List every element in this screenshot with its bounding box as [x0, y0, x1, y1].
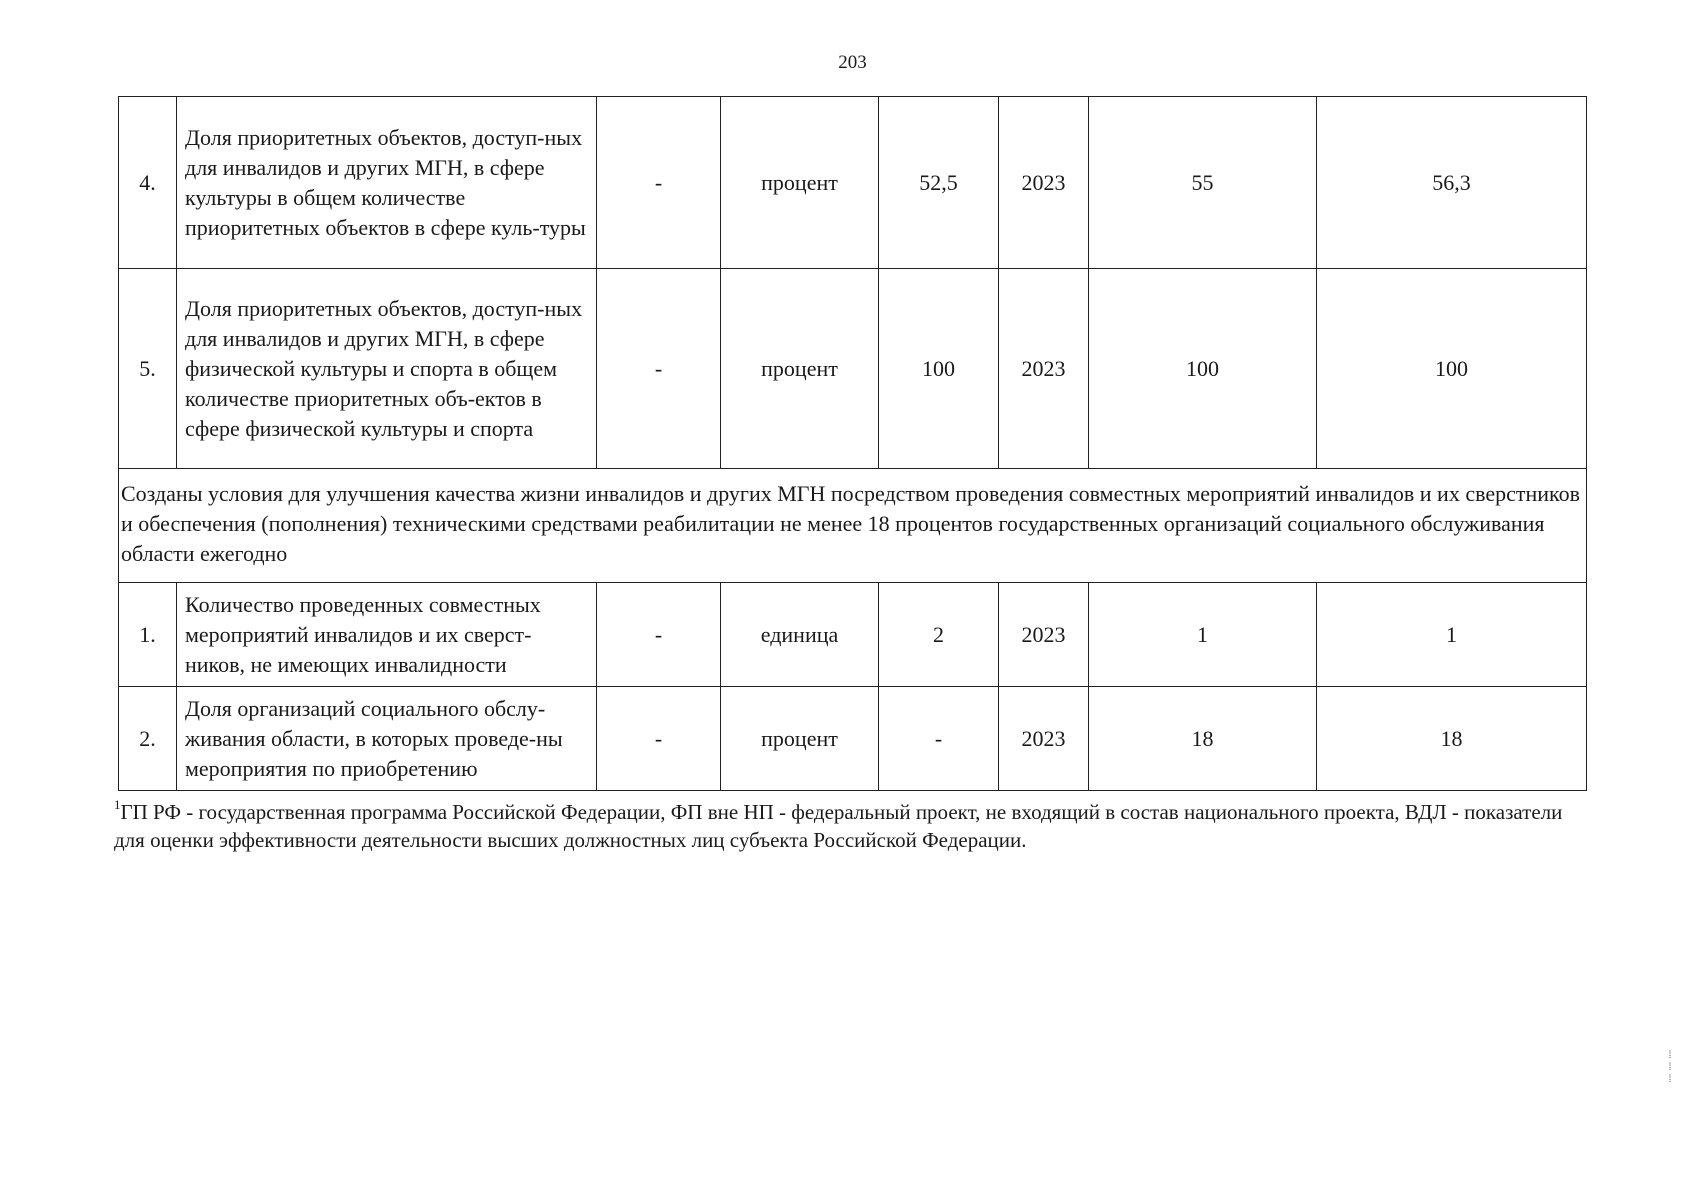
edge-marks: ⁞ ⁞ ⁞	[1667, 1050, 1674, 1085]
base-value-cell: 2	[879, 583, 999, 687]
page-number: 203	[838, 52, 867, 73]
unit-cell: единица	[721, 583, 879, 687]
base-value-cell: 100	[879, 269, 999, 469]
row-number: 1.	[119, 583, 177, 687]
table-row	[119, 583, 1587, 687]
indicator-name: Доля приоритетных объектов, доступ-ных для инвалидов и других МГН, в сфере культуры в общем количестве приоритетных объектов в сфере куль-туры	[177, 97, 597, 269]
table-row	[119, 97, 1587, 269]
value-cell: 1	[1317, 583, 1587, 687]
base-year-cell: 2023	[999, 687, 1089, 791]
base-value-cell: -	[879, 687, 999, 791]
unit-cell: процент	[721, 687, 879, 791]
indicator-name: Доля организаций социального обслу-живания области, в которых проведе-ны мероприятия по приобретению	[177, 687, 597, 791]
indicator-level: -	[597, 269, 721, 469]
section-row	[119, 469, 1587, 583]
value-cell: 18	[1317, 687, 1587, 791]
base-year-cell: 2023	[999, 269, 1089, 469]
table-row	[119, 687, 1587, 791]
value-cell: 100	[1089, 269, 1317, 469]
indicator-name: Количество проведенных совместных мероприятий инвалидов и их сверст-ников, не имеющих инвалидности	[177, 583, 597, 687]
footnote	[114, 798, 1594, 854]
indicator-level: -	[597, 687, 721, 791]
unit-cell: процент	[721, 97, 879, 269]
value-cell: 55	[1089, 97, 1317, 269]
unit-cell: процент	[721, 269, 879, 469]
row-number: 5.	[119, 269, 177, 469]
value-cell: 56,3	[1317, 97, 1587, 269]
value-cell: 100	[1317, 269, 1587, 469]
row-number: 4.	[119, 97, 177, 269]
table-row	[119, 269, 1587, 469]
section-heading: Созданы условия для улучшения качества жизни инвалидов и других МГН посредством проведения совместных мероприятий инвалидов и их сверстников и обеспечения (пополнения) техническими средствами реабилитации не менее 18 процентов государственных организаций социального обслуживания области ежегодно	[119, 469, 1587, 583]
indicators-table	[118, 96, 1587, 791]
indicator-level: -	[597, 583, 721, 687]
base-year-cell: 2023	[999, 583, 1089, 687]
indicator-name: Доля приоритетных объектов, доступ-ных для инвалидов и других МГН, в сфере физической культуры и спорта в общем количестве приоритетных объ-ектов в сфере физической культуры и спорта	[177, 269, 597, 469]
footnote-text: ГП РФ - государственная программа Российской Федерации, ФП вне НП - федеральный проект, не входящий в состав национального проекта, ВДЛ - показатели для оценки эффективности деятельности высших должностных лиц субъекта Российской Федерации.	[114, 800, 1563, 852]
indicator-level: -	[597, 97, 721, 269]
value-cell: 18	[1089, 687, 1317, 791]
footnote-marker: 1	[114, 797, 121, 812]
base-year-cell: 2023	[999, 97, 1089, 269]
value-cell: 1	[1089, 583, 1317, 687]
base-value-cell: 52,5	[879, 97, 999, 269]
row-number: 2.	[119, 687, 177, 791]
